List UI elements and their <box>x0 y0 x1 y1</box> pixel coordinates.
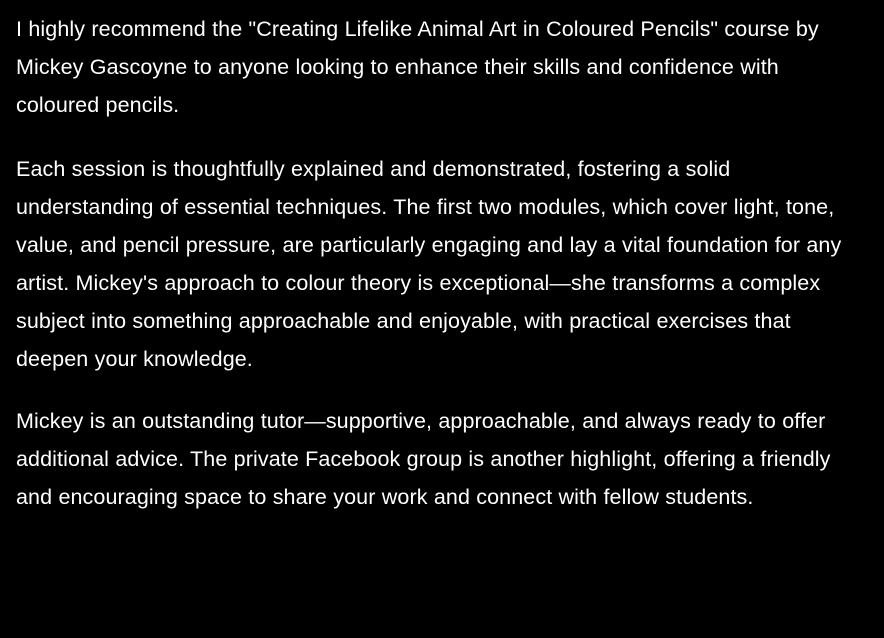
review-paragraph-3: Mickey is an outstanding tutor—supportive, approachable, and always ready to offer additional advice. The private Facebook group is another highlight, offering a friendly and encouraging space to share your work and connect with fellow students. <box>16 409 831 509</box>
review-paragraph-2: Each session is thoughtfully explained and demonstrated, fostering a solid understanding of essential techniques. The first two modules, which cover light, tone, value, and pencil pressure, are particularly engaging and lay a vital foundation for any artist. Mickey's approach to colour theory is exceptional—she transforms a complex subject into something approachable and enjoyable, with practical exercises that deepen your knowledge. <box>16 157 842 371</box>
review-paragraph-1: I highly recommend the "Creating Lifelike Animal Art in Coloured Pencils" course by Mickey Gascoyne to anyone looking to enhance their skills and confidence with coloured pencils. <box>16 17 819 117</box>
